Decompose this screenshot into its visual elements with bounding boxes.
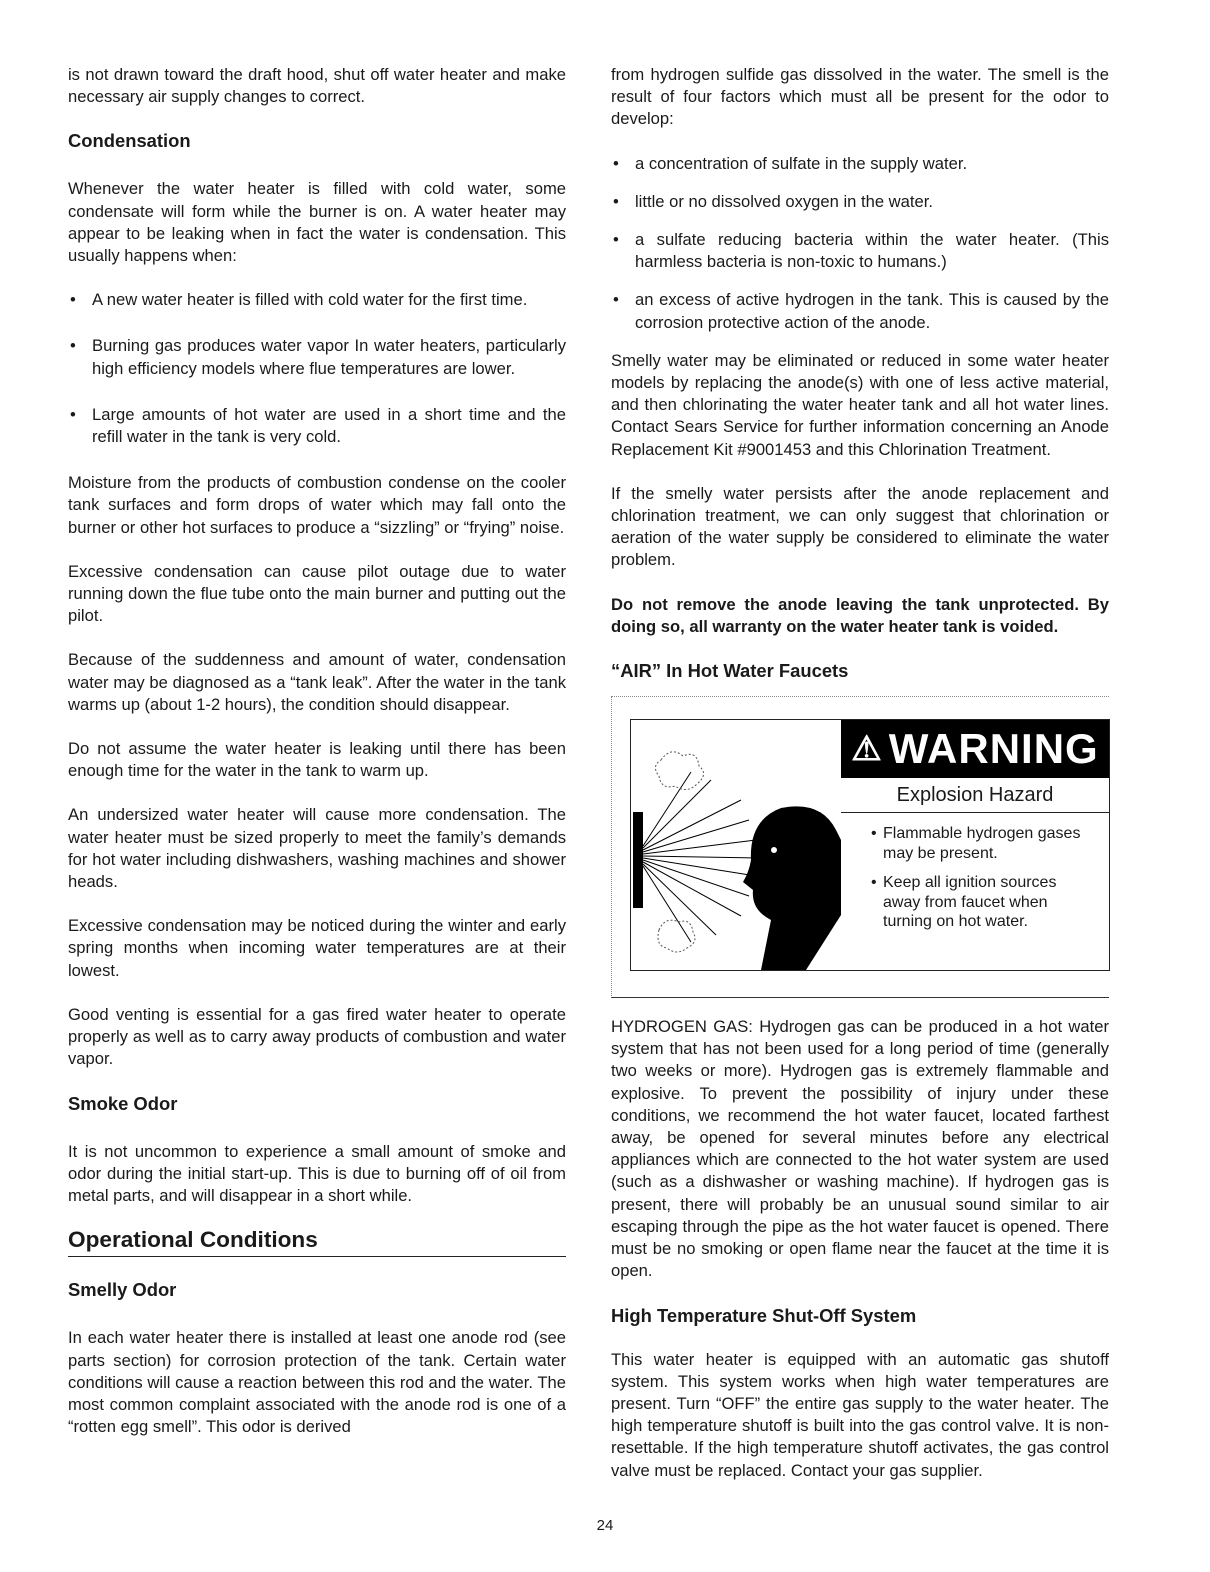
smelly-odor-heading: Smelly Odor [68,1279,177,1301]
high-temp-paragraph: This water heater is equipped with an automatic gas shutoff system. This system works when high water temperatures are present. Turn “OFF” the entire gas supply to the water heater. The high temperature shutoff is built into the gas control valve. It is non-resettable. If the high temperature shutoff activates, the gas control valve must be replaced. Contact your gas supplier. [611,1349,1109,1480]
odor-factors-list [611,153,1109,334]
warning-title: WARNING [888,724,1099,772]
explosion-hazard-illustration [631,720,841,970]
list-item: • a concentration of sulfate in the supply water. [611,153,1109,175]
odor-paragraph: from hydrogen sulfide gas dissolved in the water. The smell is the result of four factors which must all be present for the odor to develop: [611,65,1109,129]
list-item: • Burning gas produces water vapor In water heaters, particularly high efficiency models where flue temperatures are lower. [68,335,566,379]
condensation-paragraph: Moisture from the products of combustion condense on the cooler tank surfaces and form drops of water which may fall onto the burner or other hot surfaces to produce a “sizzling” or “frying” noise. [68,473,566,537]
warning-box [611,696,1109,998]
hydrogen-gas-paragraph: HYDROGEN GAS: Hydrogen gas can be produced in a hot water system that has not been used for a long period of time (generally two weeks or more). Hydrogen gas is extremely flammable and explosive. To prevent the possibility of injury under these conditions, we recommend the hot water faucet, located farthest away, be opened for several minutes before any electrical appliances which are connected to the hot water system are used (such as a dishwasher or washing machine). If hydrogen gas is present, there will probably be an unusual sound similar to air escaping through the pipe as the hot water faucet is opened. There must be no smoking or open flame near the faucet at the time it is open. [611,1017,1109,1281]
smoke-odor-heading: Smoke Odor [68,1092,178,1114]
condensation-heading: Condensation [68,130,191,152]
persist-paragraph: If the smelly water persists after the anode replacement and chlorination treatment, we can only suggest that chlorination or aeration of the water supply be considered to eliminate the water problem. [611,483,1109,570]
condensation-list [68,289,566,448]
condensation-paragraph: An undersized water heater will cause more condensation. The water heater must be sized properly to meet the family’s demands for hot water including dishwashers, washing machines and shower heads. [68,805,566,892]
right-column [611,64,1109,1504]
condensation-paragraph: Because of the suddenness and amount of water, condensation water may be diagnosed as a “tank leak”. After the water in the tank warms up (about 1-2 hours), the condition should disappear. [68,650,566,714]
warning-bullets [871,824,1091,942]
high-temp-heading: High Temperature Shut-Off System [611,1304,917,1326]
anode-paragraph: Smelly water may be eliminated or reduced in some water heater models by replacing the anode(s) with one of less active material, and then chlorinating the water heater tank and all hot water lines. Contact Sears Service for further information concerning an Anode Replacement Kit #9001453 and this Chlorination Treatment. [611,350,1109,459]
list-item: • Large amounts of hot water are used in a short time and the refill water in the tank is very cold. [68,404,566,448]
warning-triangle-icon: ⚠ [851,729,883,768]
anode-warning-text: Do not remove the anode leaving the tank unprotected. By doing so, all warranty on the water heater tank is voided. [611,594,1109,636]
smoke-odor-paragraph: It is not uncommon to experience a small amount of smoke and odor during the initial start-up. This is due to burning off of oil from metal parts, and will disappear in a short while. [68,1141,566,1205]
condensation-paragraph: Do not assume the water heater is leaking until there has been enough time for the water in the tank to warm up. [68,739,566,781]
condensation-paragraph: Good venting is essential for a gas fired water heater to operate properly as well as to carry away products of combustion and water vapor. [68,1004,566,1069]
list-item: • Keep all ignition sources away from faucet when turning on hot water. [871,873,1091,932]
warning-label [630,719,1110,971]
air-faucets-heading: “AIR” In Hot Water Faucets [611,660,849,682]
list-item: • little or no dissolved oxygen in the water. [611,191,1109,213]
list-item: • a sulfate reducing bacteria within the water heater. (This harmless bacteria is non-toxic to humans.) [611,229,1109,273]
condensation-paragraph: Whenever the water heater is filled with cold water, some condensate will form while the burner is on. A water heater may appear to be leaking when in fact the water is condensation. This usually happens when: [68,179,566,266]
condensation-paragraph: Excessive condensation can cause pilot outage due to water running down the flue tube onto the main burner and putting out the pilot. [68,561,566,626]
left-column [68,64,566,1460]
page-number: 24 [596,1517,614,1534]
list-item: • A new water heater is filled with cold water for the first time. [68,289,566,311]
condensation-paragraph: Excessive condensation may be noticed during the winter and early spring months when incoming water temperatures are at their lowest. [68,916,566,980]
list-item: • Flammable hydrogen gases may be present. [871,824,1091,863]
warning-header [841,720,1109,778]
intro-paragraph: is not drawn toward the draft hood, shut off water heater and make necessary air supply changes to correct. [68,65,566,107]
warning-subtitle: Explosion Hazard [841,778,1109,813]
smelly-odor-paragraph: In each water heater there is installed at least one anode rod (see parts section) for corrosion protection of the tank. Certain water conditions will cause a reaction between this rod and the water. The most common complaint associated with the anode rod is one of a “rotten egg smell”. This odor is derived [68,1328,566,1437]
list-item: • an excess of active hydrogen in the tank. This is caused by the corrosion protective action of the anode. [611,289,1109,333]
section-title: Operational Conditions [68,1229,566,1257]
